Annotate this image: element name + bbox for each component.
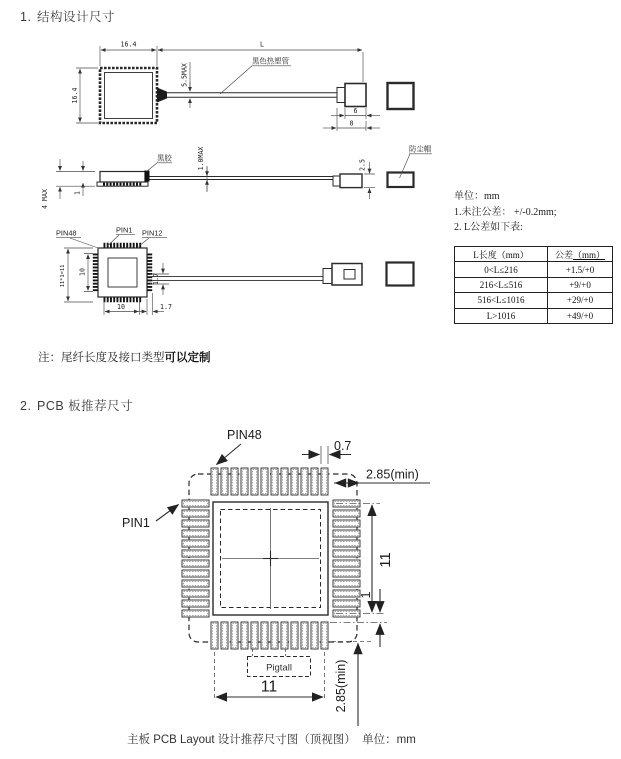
table-row: 0<L≤216 +1.5/+0 <box>455 262 613 277</box>
pcb-pad <box>182 550 209 557</box>
dim-fiber-diameter: 1.0MAX <box>197 146 205 171</box>
pcb-pad <box>182 540 209 547</box>
side-view-drawing <box>41 145 432 209</box>
tolerance-table <box>454 246 613 324</box>
pcb-pad <box>333 540 360 547</box>
pcb-pad <box>333 550 360 557</box>
dim-total-height: 4 MAX <box>41 189 49 209</box>
pcb-pad <box>182 560 209 567</box>
connector-ferrule-side <box>333 176 340 186</box>
pcb-pad <box>333 560 360 567</box>
pcb-pad <box>251 622 258 649</box>
spec-unit: 单位：mm <box>454 191 500 202</box>
pcb-pad <box>281 622 288 649</box>
pigtail-label: Pigtall <box>266 662 292 674</box>
pcb-pad <box>291 468 298 495</box>
section2-number: 2. <box>20 399 32 413</box>
dim-body-height-top: 10 <box>78 268 87 276</box>
pcb-layout-drawing <box>122 428 430 726</box>
table-row: 216<L≤516 +9/+0 <box>455 277 613 292</box>
dim-module-height: 16.4 <box>71 87 79 104</box>
dim-cable-length: L <box>260 40 264 49</box>
pcb-pad <box>333 530 360 537</box>
pcb-pad <box>311 622 318 649</box>
pcb-pad <box>261 622 268 649</box>
connector-ferrule-top <box>323 269 332 284</box>
pcb-pad <box>333 510 360 517</box>
dim-pitch-total: 11*1=11 <box>60 264 66 288</box>
dim-connector-total: 8 <box>349 119 354 128</box>
header-tolerance: 公差（mm） <box>548 247 613 262</box>
spec-tolerance: 1.未注公差： +/-0.2mm; <box>454 206 557 218</box>
glue-blob <box>145 171 150 182</box>
dim-pad-length-right: 2.85(min) <box>366 467 419 482</box>
pcb-pad <box>333 580 360 587</box>
pcb-pad <box>182 530 209 537</box>
pcb-pad <box>182 500 209 507</box>
dim-pad-width: 0.7 <box>334 439 352 453</box>
pcb-pad <box>182 570 209 577</box>
dim-pad-length-bottom: 2.85(min) <box>334 659 348 713</box>
pcb-pad <box>271 468 278 495</box>
section1-title: 结构设计尺寸 <box>37 10 116 24</box>
dust-cap-side <box>388 173 414 188</box>
dim-row-span-right: 11 <box>377 552 394 568</box>
module-body-front <box>100 68 157 123</box>
pcb-pad <box>221 622 228 649</box>
glue-label: 黑胶 <box>157 153 172 163</box>
pcb-pad <box>321 622 328 649</box>
dim-connector-height: 2.5 <box>358 159 367 171</box>
pcb-pad <box>182 520 209 527</box>
dim-body-width-top: 10 <box>117 302 125 311</box>
pcb-pad <box>182 600 209 607</box>
dust-cap-label: 防尘帽 <box>409 144 432 154</box>
pcb-pad <box>182 580 209 587</box>
pcb-pad <box>251 468 258 495</box>
pcb-pad <box>311 468 318 495</box>
pcb-pad <box>182 610 209 617</box>
module-die-top <box>108 258 137 287</box>
section2-title: PCB 板推荐尺寸 <box>37 399 134 413</box>
pcb-pad <box>211 622 218 649</box>
pcb-pin1-label: PIN1 <box>122 516 150 530</box>
table-header-row <box>455 247 613 262</box>
section2-heading <box>20 396 133 414</box>
pcb-pad <box>301 468 308 495</box>
pcb-pad <box>271 622 278 649</box>
pcb-pad <box>241 622 248 649</box>
heat-shrink-tube-label: 黑色热塑管 <box>252 56 289 66</box>
module-body-top <box>98 248 147 297</box>
dim-module-width: 16.4 <box>120 40 137 49</box>
pcb-pad <box>291 622 298 649</box>
pcb-pad <box>333 570 360 577</box>
connector-body-side <box>340 174 362 188</box>
pcb-pad <box>333 600 360 607</box>
connector-body <box>345 84 366 107</box>
pcb-pad <box>211 468 218 495</box>
header-length: L长度（mm） <box>455 247 548 262</box>
connector-ferrule <box>337 88 345 103</box>
section1-number: 1. <box>20 10 32 24</box>
pcb-pad <box>221 468 228 495</box>
spec-notes <box>454 189 557 236</box>
table-row: L>1016 +49/+0 <box>455 308 613 323</box>
pcb-pad <box>333 520 360 527</box>
spec-table-ref: 2. L公差如下表: <box>454 222 523 233</box>
dim-pin-length: 1.7 <box>160 302 172 311</box>
pcb-caption: 主板 PCB Layout 设计推荐尺寸图（顶视图） 单位：mm <box>127 734 416 746</box>
pin12-label: PIN12 <box>142 228 163 238</box>
dim-board-thickness: 1 <box>73 191 82 195</box>
dust-cap-top <box>387 263 414 286</box>
pcb-pad <box>301 622 308 649</box>
pin48-label: PIN48 <box>56 228 77 238</box>
pcb-pad <box>281 468 288 495</box>
module-body-side <box>100 172 145 183</box>
customization-note: 注：尾纤长度及接口类型可以定制 <box>38 352 211 364</box>
table-row: 516<L≤1016 +29/+0 <box>455 293 613 308</box>
pcb-pad <box>182 590 209 597</box>
dim-row-span-bottom: 11 <box>260 678 278 696</box>
dim-connector-body: 6 <box>353 106 358 115</box>
cable-boot <box>157 88 167 103</box>
pcb-pad <box>182 510 209 517</box>
note-emphasis: 可以定制 <box>164 352 211 364</box>
dust-cap-front <box>388 83 414 109</box>
pin1-label: PIN1 <box>116 225 133 235</box>
dim-pad-pitch: 1 <box>359 591 373 599</box>
pcb-pad <box>321 468 328 495</box>
pcb-pin48-label: PIN48 <box>227 428 262 442</box>
pcb-pad <box>231 622 238 649</box>
dim-tube-diameter: 5.5MAX <box>180 63 189 87</box>
pcb-pad <box>261 468 268 495</box>
dim-cable-offset: 1.7 <box>152 273 160 285</box>
top-view-drawing <box>56 226 414 316</box>
connector-body-top <box>332 264 362 286</box>
pcb-pad <box>333 590 360 597</box>
pcb-pad <box>231 468 238 495</box>
pcb-pad <box>241 468 248 495</box>
front-view-drawing <box>71 41 414 132</box>
